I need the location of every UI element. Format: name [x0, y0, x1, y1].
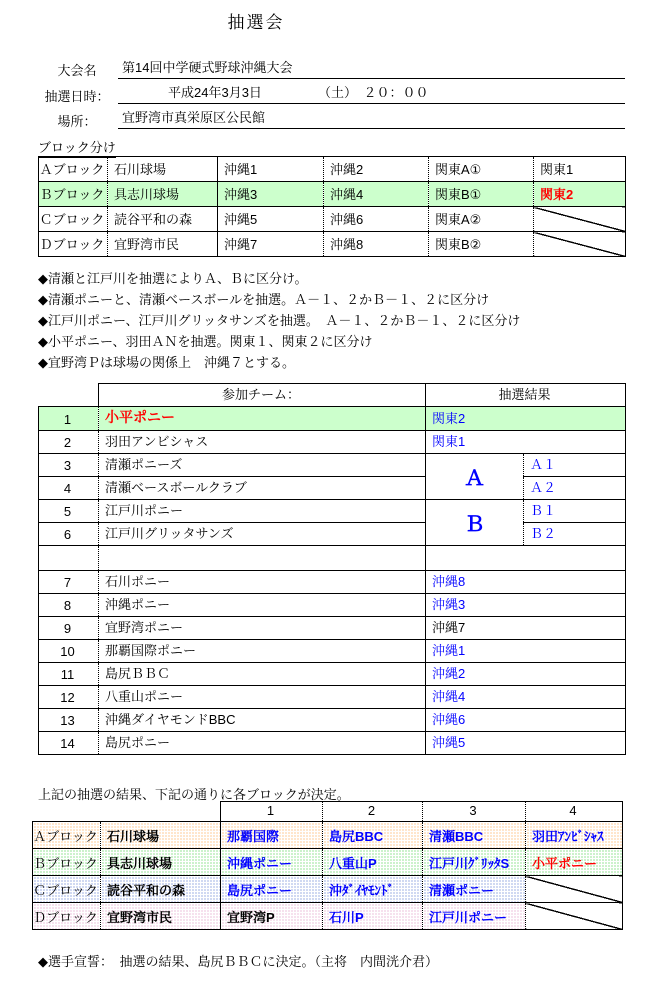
- group-a-cell: Ａ: [426, 454, 524, 500]
- team-cell-ginowan: 宜野湾P: [221, 903, 323, 930]
- decision-row-c: [33, 876, 623, 903]
- decision-table: [32, 801, 623, 930]
- participant-row: [39, 594, 626, 617]
- team-cell: 那覇国際: [221, 822, 323, 849]
- participant-row: [39, 732, 626, 755]
- result-cell: 沖縄7: [426, 617, 626, 640]
- participants-table: [38, 383, 626, 755]
- diagonal-slash-cell: [526, 876, 623, 903]
- participant-row: [39, 663, 626, 686]
- empty-corner-cell: [33, 802, 221, 822]
- team-cell: 島尻ポニー: [99, 732, 426, 755]
- participant-row: [39, 454, 626, 477]
- row-number-cell: 7: [39, 571, 99, 594]
- empty-corner-cell: [39, 384, 99, 407]
- row-number-cell: 4: [39, 477, 99, 500]
- column-header-team: 参加チーム：: [99, 384, 426, 407]
- subresult-cell: Ａ１: [524, 454, 626, 477]
- participant-row: [39, 500, 626, 523]
- field-value-tournament: [118, 58, 625, 79]
- result-cell: [426, 546, 626, 571]
- block-row-d: [39, 232, 626, 257]
- column-header-1: 1: [221, 802, 323, 822]
- participant-row: [39, 431, 626, 454]
- block-label-cell: Ｄブロック: [33, 903, 101, 930]
- slot-cell: 沖縄4: [324, 182, 429, 207]
- team-cell: 江戸川ｸﾞﾘｯﾀS: [423, 849, 526, 876]
- note-line: ◆清瀬と江戸川を抽選によりＡ、Ｂに区分け。: [38, 271, 308, 286]
- block-label-cell: Ｂブロック: [39, 182, 108, 207]
- team-cell: 石川P: [323, 903, 423, 930]
- team-cell-kodaira: 小平ポニー: [526, 849, 623, 876]
- team-cell: 八重山P: [323, 849, 423, 876]
- column-header-3: 3: [423, 802, 526, 822]
- stadium-cell: 石川球場: [108, 157, 218, 182]
- diagonal-slash-cell: [534, 207, 626, 232]
- result-cell: 沖縄3: [426, 594, 626, 617]
- team-cell: 小平ポニー: [99, 407, 426, 431]
- team-cell: 清瀬ポニー: [423, 876, 526, 903]
- stadium-cell: 具志川球場: [101, 849, 221, 876]
- decision-row-a: [33, 822, 623, 849]
- row-number-cell: 11: [39, 663, 99, 686]
- diagonal-slash-cell: [526, 903, 623, 930]
- group-b-cell: Ｂ: [426, 500, 524, 546]
- decision-header-row: [33, 802, 623, 822]
- result-cell: 関東2: [426, 407, 626, 431]
- participant-row: [39, 709, 626, 732]
- row-number-cell: 1: [39, 407, 99, 431]
- tournament-name: 第14回中学硬式野球沖縄大会: [122, 60, 293, 75]
- team-cell: 島尻ＢＢＣ: [99, 663, 426, 686]
- team-cell: 江戸川ポニー: [99, 500, 426, 523]
- decision-row-d: [33, 903, 623, 930]
- team-cell: 清瀬BBC: [423, 822, 526, 849]
- decision-caption: 上記の抽選の結果、下記の通りに各ブロックが決定。: [38, 787, 350, 802]
- team-cell: [99, 546, 426, 571]
- column-header-result: 抽選結果: [426, 384, 626, 407]
- stadium-cell: 宜野湾市民: [108, 232, 218, 257]
- slot-cell: 沖縄7: [218, 232, 324, 257]
- team-cell: 羽田ｱﾝﾋﾞｼｬｽ: [526, 822, 623, 849]
- stadium-cell: 具志川球場: [108, 182, 218, 207]
- result-cell: 沖縄6: [426, 709, 626, 732]
- note-line: ◆清瀬ポニーと、清瀬ベースボールを抽選。Ａ－１、２かＢ－１、２に区分け: [38, 292, 490, 307]
- participant-row: [39, 640, 626, 663]
- block-row-c: [39, 207, 626, 232]
- block-label-cell: Ｃブロック: [33, 876, 101, 903]
- team-cell: 江戸川グリッタサンズ: [99, 523, 426, 546]
- team-cell: 島尻ポニー: [221, 876, 323, 903]
- block-row-b: [39, 182, 626, 207]
- slot-cell: 関東B②: [429, 232, 534, 257]
- field-label-tournament: 大会名: [57, 63, 97, 78]
- slot-cell: 沖縄5: [218, 207, 324, 232]
- field-value-datetime: [118, 83, 625, 104]
- participant-row: [39, 571, 626, 594]
- block-table: [38, 156, 626, 257]
- row-number-cell: [39, 546, 99, 571]
- team-cell: 那覇国際ポニー: [99, 640, 426, 663]
- block-label-cell: Ａブロック: [39, 157, 108, 182]
- subresult-cell: Ｂ２: [524, 523, 626, 546]
- result-cell: 沖縄2: [426, 663, 626, 686]
- note-line: ◆宜野湾Ｐは球場の関係上 沖縄７とする。: [38, 355, 295, 370]
- team-cell: 沖縄ポニー: [99, 594, 426, 617]
- slot-cell: 関東A②: [429, 207, 534, 232]
- note-line: ◆江戸川ポニー、江戸川グリッタサンズを抽選。 Ａ－１、２かＢ－１、２に区分け: [38, 313, 521, 328]
- team-cell: 石川ポニー: [99, 571, 426, 594]
- stadium-cell: 読谷平和の森: [101, 876, 221, 903]
- place-name: 宜野湾市真栄原区公民館: [122, 110, 266, 125]
- team-cell: 清瀬ポニーズ: [99, 454, 426, 477]
- diagonal-slash-cell: [534, 232, 626, 257]
- participant-row: [39, 686, 626, 709]
- block-row-a: [39, 157, 626, 182]
- result-cell: 沖縄5: [426, 732, 626, 755]
- team-cell: 八重山ポニー: [99, 686, 426, 709]
- slot-cell: 沖縄6: [324, 207, 429, 232]
- participants-header-row: [39, 384, 626, 407]
- slot-cell: 沖縄2: [324, 157, 429, 182]
- row-number-cell: 9: [39, 617, 99, 640]
- participant-row: [39, 617, 626, 640]
- team-cell: 清瀬ベースボールクラブ: [99, 477, 426, 500]
- field-value-place: [118, 108, 625, 129]
- column-header-4: 4: [526, 802, 623, 822]
- result-cell: 沖縄4: [426, 686, 626, 709]
- result-cell: 沖縄1: [426, 640, 626, 663]
- page-title: 抽選会: [227, 13, 285, 32]
- result-cell: 関東1: [426, 431, 626, 454]
- team-cell: 沖縄ダイヤモンドBBC: [99, 709, 426, 732]
- notes-list: [38, 268, 520, 373]
- block-label-cell: Ｂブロック: [33, 849, 101, 876]
- row-number-cell: 6: [39, 523, 99, 546]
- subresult-cell: Ａ２: [524, 477, 626, 500]
- slot-cell: 関東B①: [429, 182, 534, 207]
- row-number-cell: 14: [39, 732, 99, 755]
- slot-cell: 沖縄8: [324, 232, 429, 257]
- row-number-cell: 2: [39, 431, 99, 454]
- note-line: ◆小平ポニー、羽田ＡＮを抽選。関東１、関東２に区分け: [38, 334, 373, 349]
- block-label-cell: Ｃブロック: [39, 207, 108, 232]
- block-label-cell: Ｄブロック: [39, 232, 108, 257]
- team-cell: 羽田アンビシャス: [99, 431, 426, 454]
- lottery-date: 平成24年3月3日: [168, 85, 262, 100]
- row-number-cell: 3: [39, 454, 99, 477]
- lottery-time: （土） ２０：００: [318, 85, 429, 100]
- team-cell: 江戸川ポニー: [423, 903, 526, 930]
- spacer-row: [39, 546, 626, 571]
- slot-cell-kanto2: 関東2: [534, 182, 626, 207]
- slot-cell: 関東1: [534, 157, 626, 182]
- row-number-cell: 13: [39, 709, 99, 732]
- block-section-heading: ブロック分け: [38, 137, 116, 158]
- slot-cell: 沖縄1: [218, 157, 324, 182]
- decision-row-b: [33, 849, 623, 876]
- result-cell: 沖縄8: [426, 571, 626, 594]
- slot-cell: 沖縄3: [218, 182, 324, 207]
- stadium-cell: 宜野湾市民: [101, 903, 221, 930]
- team-cell: 島尻BBC: [323, 822, 423, 849]
- team-cell: 沖縄ポニー: [221, 849, 323, 876]
- stadium-cell: 石川球場: [101, 822, 221, 849]
- participant-row: [39, 523, 626, 546]
- field-label-datetime: 抽選日時：: [44, 89, 110, 104]
- row-number-cell: 5: [39, 500, 99, 523]
- block-label-cell: Ａブロック: [33, 822, 101, 849]
- team-cell: 宜野湾ポニー: [99, 617, 426, 640]
- row-number-cell: 8: [39, 594, 99, 617]
- team-cell: 沖ﾀﾞｲﾔﾓﾝﾄﾞ: [323, 876, 423, 903]
- field-label-place: 場所：: [57, 114, 97, 129]
- stadium-cell: 読谷平和の森: [108, 207, 218, 232]
- row-number-cell: 10: [39, 640, 99, 663]
- slot-cell: 関東A①: [429, 157, 534, 182]
- row-number-cell: 12: [39, 686, 99, 709]
- subresult-cell: Ｂ１: [524, 500, 626, 523]
- column-header-2: 2: [323, 802, 423, 822]
- participant-row: [39, 407, 626, 431]
- footer-note: ◆選手宣誓： 抽選の結果、島尻ＢＢＣに決定。（主将 内間洸介君）: [38, 954, 438, 969]
- participant-row: [39, 477, 626, 500]
